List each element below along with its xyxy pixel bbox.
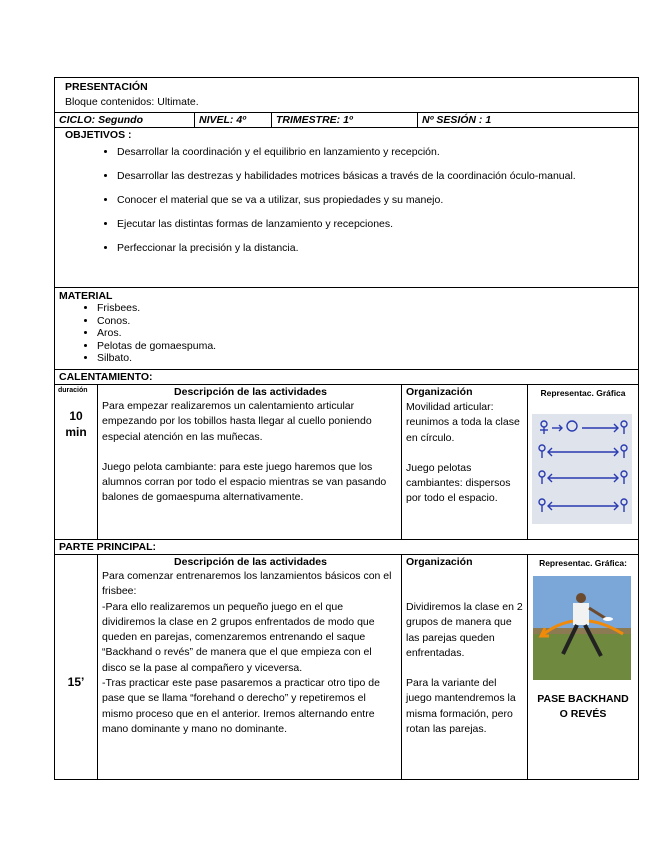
- duracion-value: 10 min: [65, 409, 87, 439]
- objetivo-item: • Ejecutar las distintas formas de lanzamiento y recepciones.: [117, 217, 638, 232]
- objetivos-title: OBJETIVOS :: [65, 129, 132, 141]
- descripcion-header: Descripción de las actividades: [174, 386, 327, 398]
- descripcion-header: Descripción de las actividades: [174, 556, 327, 568]
- bloque-contenidos: Bloque contenidos: Ultimate.: [65, 96, 199, 108]
- organizacion-text-1: Movilidad articular: reunimos a toda la clase en círculo.: [406, 401, 520, 444]
- organizacion-cell: [402, 385, 528, 539]
- presentacion-section: [55, 78, 638, 113]
- material-list: [59, 302, 638, 365]
- principal-table: [55, 555, 638, 780]
- descripcion-text-2: Juego pelota cambiante: para este juego haremos que los alumnos corran por todo el espacio mientras se van pasando balones de gomaespuma alternativamente.: [102, 460, 387, 504]
- descripcion-cell: [98, 385, 402, 539]
- representacion-cell: [528, 555, 638, 779]
- organizacion-text-2: Juego pelotas cambiantes: dispersos por todo el espacio.: [406, 461, 511, 505]
- backhand-caption: PASE BACKHAND O REVÉS: [537, 693, 629, 720]
- session-header-row: [55, 113, 638, 128]
- descripcion-text-3: -Tras practicar este pase pasaremos a practicar otro tipo de pase que se llama “forehand o derecho” y repetiremos el mismo proceso que en el anterior. Iremos alternando entre mano dominante y mano no dominante.: [102, 677, 380, 735]
- organizacion-text-2: Para la variante del juego mantendremos la misma formación, pero rotan las parejas.: [406, 677, 516, 736]
- descripcion-cell: [98, 555, 402, 779]
- objetivos-section: [55, 128, 638, 288]
- representacion-cell: [528, 385, 638, 539]
- nivel-cell: NIVEL: 4º: [195, 113, 272, 127]
- calentamiento-table: [55, 385, 638, 540]
- ciclo-cell: CICLO: Segundo: [55, 113, 195, 127]
- descripcion-text-2: -Para ello realizaremos un pequeño juego en el que dividiremos la clase en 2 grupos enfrentados de modo que queden en parejas, comenzaremos entrenando el saque “Backhand o revés” de manera que el que empieza con el disco se la pase al compañero y viceversa.: [102, 600, 375, 674]
- presentacion-title: PRESENTACIÓN: [65, 81, 148, 93]
- material-title: MATERIAL: [59, 290, 113, 302]
- organizacion-text-1: Dividiremos la clase en 2 grupos de manera que las parejas queden enfrentadas.: [406, 601, 523, 659]
- objetivo-item: • Conocer el material que se va a utilizar, sus propiedades y su manejo.: [117, 193, 638, 208]
- material-item: • Aros.: [97, 327, 638, 340]
- organizacion-header: Organización: [406, 556, 473, 568]
- duracion-label: duración: [58, 387, 88, 394]
- material-item: • Pelotas de gomaespuma.: [97, 340, 638, 353]
- trimestre-cell: TRIMESTRE: 1º: [272, 113, 418, 127]
- calentamiento-title: CALENTAMIENTO:: [55, 370, 638, 385]
- descripcion-text-1: Para comenzar entrenaremos los lanzamientos básicos con el frisbee:: [102, 570, 392, 598]
- principal-title: PARTE PRINCIPAL:: [55, 540, 638, 555]
- material-item: • Conos.: [97, 315, 638, 328]
- material-item: • Frisbees.: [97, 302, 638, 315]
- representacion-header: Representac. Gráfica: [540, 388, 626, 398]
- descripcion-text-1: Para empezar realizaremos un calentamiento articular empezando por los tobillos hasta llegar al cuello poniendo especial atención en las muñecas.: [102, 400, 372, 443]
- representacion-header: Representac. Gráfica:: [539, 558, 627, 568]
- duracion-cell: [55, 385, 98, 539]
- duracion-value: 15’: [67, 675, 85, 689]
- objetivos-list: [65, 145, 638, 256]
- objetivo-item: • Desarrollar la coordinación y el equilibrio en lanzamiento y recepción.: [117, 145, 638, 160]
- backhand-photo-image: [533, 576, 631, 680]
- duracion-cell: [55, 555, 98, 779]
- objetivo-item: • Perfeccionar la precisión y la distancia.: [117, 241, 638, 256]
- organizacion-header: Organización: [406, 386, 473, 398]
- material-section: [55, 288, 638, 370]
- warmup-sketch-image: [532, 414, 632, 524]
- session-sheet: [54, 77, 639, 780]
- material-item: • Silbato.: [97, 352, 638, 365]
- objetivo-item: • Desarrollar las destrezas y habilidades motrices básicas a través de la coordinación óculo-manual.: [117, 169, 638, 184]
- sesion-cell: Nº SESIÓN : 1: [422, 114, 492, 126]
- organizacion-cell: [402, 555, 528, 779]
